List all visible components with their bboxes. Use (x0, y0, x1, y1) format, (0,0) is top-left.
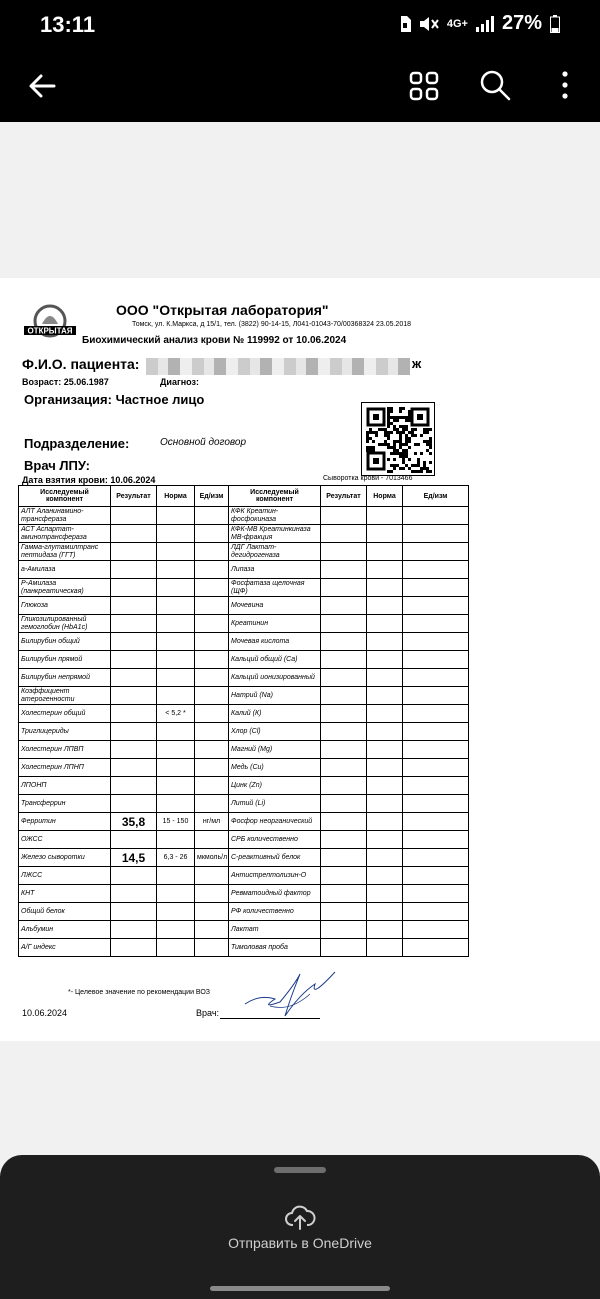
unit-value (195, 831, 229, 849)
component-name: Лактат (229, 921, 321, 939)
norm-value (367, 723, 403, 741)
result-value (321, 759, 367, 777)
unit-value (403, 741, 469, 759)
result-value (321, 669, 367, 687)
table-row (19, 687, 469, 705)
result-value (321, 831, 367, 849)
component-name: АСТ Аспартат-аминотрансфераза (19, 525, 111, 543)
table-row (19, 831, 469, 849)
norm-value (367, 651, 403, 669)
unit-value (403, 669, 469, 687)
header-cell: Исследуемый компонент (229, 486, 321, 507)
who-note: *- Целевое значение по рекомендации ВОЗ (68, 989, 211, 996)
component-name: Калий (К) (229, 705, 321, 723)
norm-value (367, 687, 403, 705)
result-value (321, 507, 367, 525)
component-name: Кальций ионизированный (229, 669, 321, 687)
norm-value (367, 705, 403, 723)
norm-value (367, 633, 403, 651)
unit-value (403, 543, 469, 561)
table-row (19, 579, 469, 597)
component-name: Фосфор неорганический (229, 813, 321, 831)
component-name: АЛТ Аланинамино-трансфераза (19, 507, 111, 525)
component-name: Фосфатаза щелочная (ЩФ) (229, 579, 321, 597)
component-name: СРБ количественно (229, 831, 321, 849)
table-row (19, 615, 469, 633)
norm-value (367, 777, 403, 795)
unit-value (403, 831, 469, 849)
component-name: Холестерин ЛПНП (19, 759, 111, 777)
signature-line (220, 1018, 320, 1019)
norm-value (157, 921, 195, 939)
result-value (321, 723, 367, 741)
result-value (321, 633, 367, 651)
unit-value (195, 579, 229, 597)
table-row (19, 723, 469, 741)
status-icons (399, 12, 560, 35)
unit-value (403, 921, 469, 939)
norm-value (157, 525, 195, 543)
table-row (19, 741, 469, 759)
drag-handle[interactable] (274, 1167, 326, 1173)
norm-value: 6,3 - 26 (157, 849, 195, 867)
table-row (19, 561, 469, 579)
result-value (321, 525, 367, 543)
result-value (111, 525, 157, 543)
unit-value (403, 633, 469, 651)
component-name: Литий (Li) (229, 795, 321, 813)
component-name: Тимоловая проба (229, 939, 321, 957)
norm-value (367, 903, 403, 921)
result-value (111, 705, 157, 723)
norm-value: < 5,2 * (157, 705, 195, 723)
norm-value (367, 939, 403, 957)
result-value (321, 903, 367, 921)
unit-value (403, 525, 469, 543)
result-value (321, 939, 367, 957)
result-value (111, 939, 157, 957)
result-value: 14,5 (111, 849, 157, 867)
norm-value (367, 885, 403, 903)
unit-value (403, 507, 469, 525)
org-address: Томск, ул. К.Маркса, д 15/1, тел. (3822) 90-14-15, Л041-01043-70/00368324 23.05.2018 (132, 321, 411, 328)
component-name: Общий белок (19, 903, 111, 921)
norm-value (367, 795, 403, 813)
unit-value (195, 561, 229, 579)
table-header (19, 486, 469, 507)
result-value (321, 849, 367, 867)
table-row (19, 777, 469, 795)
signal-icon (476, 16, 494, 32)
component-name: Гамма-глутамилтранс пептидаза (ГГТ) (19, 543, 111, 561)
unit-value (403, 867, 469, 885)
table-row (19, 903, 469, 921)
result-value (111, 651, 157, 669)
result-value (111, 903, 157, 921)
unit-value (195, 723, 229, 741)
result-value (111, 795, 157, 813)
norm-value (157, 939, 195, 957)
network-type: 4G+ (446, 17, 468, 30)
header-cell: Ед/изм (195, 486, 229, 507)
header-cell: Результат (321, 486, 367, 507)
logo-text: ОТКРЫТАЯ (27, 326, 73, 336)
table-row (19, 633, 469, 651)
component-name: Коэффициент атерогенности (19, 687, 111, 705)
norm-value (367, 759, 403, 777)
unit-value (403, 705, 469, 723)
norm-value (367, 867, 403, 885)
signature (240, 964, 340, 1019)
fio-redacted (146, 358, 410, 375)
norm-value (157, 867, 195, 885)
norm-value (367, 921, 403, 939)
document-title: Биохимический анализ крови № 119992 от 10.06.2024 (82, 335, 347, 346)
norm-value (157, 507, 195, 525)
component-name: Билирубин общий (19, 633, 111, 651)
mute-icon (419, 16, 439, 32)
result-value: 35,8 (111, 813, 157, 831)
norm-value (157, 561, 195, 579)
sample-date: Дата взятия крови: 10.06.2024 (22, 475, 156, 485)
onedrive-label: Отправить в OneDrive (228, 1235, 372, 1251)
norm-value (157, 543, 195, 561)
unit-value: мкмоль/л (195, 849, 229, 867)
table-row (19, 651, 469, 669)
app-bar (0, 52, 600, 122)
table-row (19, 813, 469, 831)
component-name: Железо сыворотки (19, 849, 111, 867)
norm-value: 15 - 150 (157, 813, 195, 831)
unit-value (403, 849, 469, 867)
unit-value (195, 777, 229, 795)
serum-id: Сыворотка крови - 7013466 (323, 475, 413, 482)
result-value (321, 921, 367, 939)
component-name: Магний (Mg) (229, 741, 321, 759)
unit-value (195, 687, 229, 705)
result-value (321, 777, 367, 795)
footer-doctor: Врач: (196, 1008, 220, 1018)
unit-value (403, 759, 469, 777)
result-value (111, 543, 157, 561)
component-name: Триглицериды (19, 723, 111, 741)
component-name: РФ количественно (229, 903, 321, 921)
result-value (321, 867, 367, 885)
unit-value (195, 903, 229, 921)
cloud-upload-icon (284, 1201, 316, 1233)
component-name: ЛПОНП (19, 777, 111, 795)
component-name: С-реактивный белок (229, 849, 321, 867)
result-value (321, 543, 367, 561)
unit-value (195, 885, 229, 903)
result-value (111, 759, 157, 777)
component-name: Натрий (Na) (229, 687, 321, 705)
component-name: А/Г индекс (19, 939, 111, 957)
unit-value (403, 561, 469, 579)
unit-value (195, 795, 229, 813)
lab-logo (22, 304, 78, 344)
search-icon[interactable] (478, 68, 512, 102)
component-name: Билирубин прямой (19, 651, 111, 669)
component-name: Ревматоидный фактор (229, 885, 321, 903)
battery-icon (550, 15, 560, 33)
header-cell: Норма (367, 486, 403, 507)
norm-value (157, 759, 195, 777)
norm-value (157, 903, 195, 921)
component-name: Р-Амилаза (панкреатическая) (19, 579, 111, 597)
unit-value (403, 777, 469, 795)
qr-code (361, 402, 435, 476)
unit-value (403, 579, 469, 597)
norm-value (157, 597, 195, 615)
grid-view-icon[interactable] (408, 70, 440, 102)
component-name: Трансферрин (19, 795, 111, 813)
norm-value (367, 507, 403, 525)
org-name: ООО "Открытая лаборатория" (116, 302, 329, 318)
status-bar (0, 0, 600, 52)
table-row (19, 597, 469, 615)
component-name: Ферритин (19, 813, 111, 831)
gesture-bar[interactable] (210, 1286, 390, 1291)
result-value (111, 669, 157, 687)
component-name: Медь (Cu) (229, 759, 321, 777)
unit-value (195, 633, 229, 651)
result-value (321, 615, 367, 633)
result-value (321, 561, 367, 579)
table-row (19, 507, 469, 525)
table-row (19, 867, 469, 885)
result-value (111, 561, 157, 579)
table-row (19, 525, 469, 543)
unit-value (403, 597, 469, 615)
header-cell: Норма (157, 486, 195, 507)
result-value (111, 885, 157, 903)
component-name: Мочевая кислота (229, 633, 321, 651)
result-value (111, 507, 157, 525)
unit-value (195, 867, 229, 885)
component-name: ЛДГ Лактат-дегидрогеназа (229, 543, 321, 561)
norm-value (157, 651, 195, 669)
component-name: ОЖСС (19, 831, 111, 849)
diagnosis: Диагноз: (160, 377, 199, 387)
component-name: Креатинин (229, 615, 321, 633)
unit-value (403, 687, 469, 705)
component-name: Холестерин ЛПВП (19, 741, 111, 759)
document-page[interactable] (0, 278, 600, 1041)
footer-date: 10.06.2024 (22, 1008, 68, 1018)
norm-value (367, 849, 403, 867)
component-name: Липаза (229, 561, 321, 579)
component-name: КФК Креатин-фосфокиназа (229, 507, 321, 525)
fio-suffix: ж (412, 356, 422, 371)
department-label: Подразделение: (24, 436, 130, 451)
result-value (321, 651, 367, 669)
unit-value (403, 903, 469, 921)
unit-value (403, 795, 469, 813)
norm-value (157, 795, 195, 813)
component-name: КФК-МВ Креатинкиназа МВ-фракция (229, 525, 321, 543)
organization: Организация: Частное лицо (24, 392, 205, 407)
result-value (111, 633, 157, 651)
table-row (19, 921, 469, 939)
norm-value (367, 813, 403, 831)
result-value (111, 831, 157, 849)
norm-value (157, 723, 195, 741)
norm-value (367, 597, 403, 615)
bottom-sheet (0, 1155, 600, 1299)
result-value (321, 597, 367, 615)
norm-value (157, 741, 195, 759)
fio-label: Ф.И.О. пациента: (22, 356, 140, 372)
department-value: Основной договор (160, 437, 247, 448)
component-name: Глюкоза (19, 597, 111, 615)
component-name: Антистрептолизин-О (229, 867, 321, 885)
unit-value (195, 741, 229, 759)
result-value (321, 579, 367, 597)
norm-value (367, 525, 403, 543)
result-value (321, 705, 367, 723)
component-name: Хлор (Cl) (229, 723, 321, 741)
norm-value (157, 579, 195, 597)
unit-value (195, 615, 229, 633)
norm-value (157, 687, 195, 705)
component-name: Холестерин общий (19, 705, 111, 723)
norm-value (367, 543, 403, 561)
unit-value (403, 651, 469, 669)
result-value (111, 741, 157, 759)
table-row (19, 543, 469, 561)
component-name: Альбумин (19, 921, 111, 939)
results-table (18, 485, 469, 957)
more-vert-icon[interactable] (550, 68, 580, 102)
header-cell: Результат (111, 486, 157, 507)
component-name: Билирубин непрямой (19, 669, 111, 687)
result-value (111, 687, 157, 705)
unit-value (195, 525, 229, 543)
component-name: Мочевина (229, 597, 321, 615)
table-row (19, 759, 469, 777)
result-value (321, 885, 367, 903)
norm-value (367, 615, 403, 633)
norm-value (367, 669, 403, 687)
table-row (19, 669, 469, 687)
table-row (19, 705, 469, 723)
status-time: 13:11 (40, 12, 96, 37)
unit-value (403, 723, 469, 741)
result-value (321, 741, 367, 759)
battery-percent: 27% (501, 12, 542, 34)
norm-value (157, 669, 195, 687)
table-row (19, 885, 469, 903)
result-value (321, 687, 367, 705)
component-name: ЛЖСС (19, 867, 111, 885)
result-value (321, 795, 367, 813)
table-row (19, 849, 469, 867)
unit-value (403, 885, 469, 903)
component-name: КНТ (19, 885, 111, 903)
component-name: а-Амилаза (19, 561, 111, 579)
result-value (111, 777, 157, 795)
result-value (111, 723, 157, 741)
unit-value (403, 813, 469, 831)
component-name: Кальций общий (Са) (229, 651, 321, 669)
norm-value (157, 777, 195, 795)
back-arrow-icon[interactable] (26, 70, 58, 102)
result-value (111, 921, 157, 939)
result-value (111, 867, 157, 885)
norm-value (367, 579, 403, 597)
norm-value (157, 633, 195, 651)
unit-value (403, 939, 469, 957)
header-cell: Ед/изм (403, 486, 469, 507)
unit-value (195, 507, 229, 525)
doctor-label: Врач ЛПУ: (24, 458, 90, 473)
header-cell: Исследуемый компонент (19, 486, 111, 507)
norm-value (157, 615, 195, 633)
table-row (19, 795, 469, 813)
sim-icon (399, 16, 411, 32)
unit-value (195, 705, 229, 723)
unit-value (195, 759, 229, 777)
result-value (111, 615, 157, 633)
norm-value (367, 741, 403, 759)
norm-value (157, 831, 195, 849)
norm-value (367, 831, 403, 849)
unit-value (403, 615, 469, 633)
unit-value: нг/мл (195, 813, 229, 831)
component-name: Цинк (Zn) (229, 777, 321, 795)
result-value (111, 579, 157, 597)
patient-age: Возраст: 25.06.1987 (22, 377, 109, 387)
table-row (19, 939, 469, 957)
component-name: Гликозилированный гемоглобин (HbA1c) (19, 615, 111, 633)
unit-value (195, 597, 229, 615)
norm-value (367, 561, 403, 579)
unit-value (195, 669, 229, 687)
unit-value (195, 543, 229, 561)
norm-value (157, 885, 195, 903)
unit-value (195, 939, 229, 957)
result-value (111, 597, 157, 615)
unit-value (195, 651, 229, 669)
result-value (321, 813, 367, 831)
unit-value (195, 921, 229, 939)
